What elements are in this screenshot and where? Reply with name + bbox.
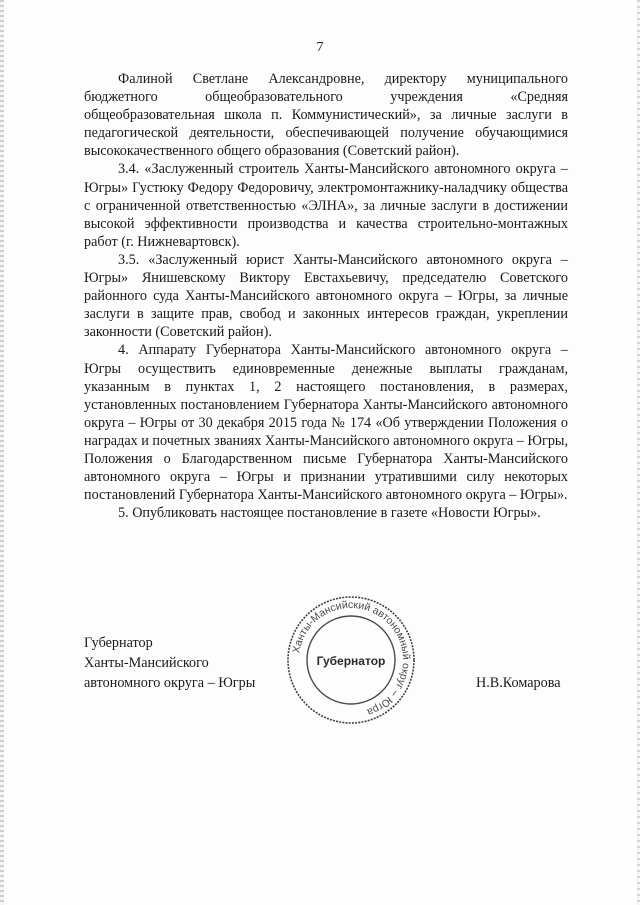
page-number: 7 — [316, 40, 324, 55]
paragraph-4: 4. Аппарату Губернатора Ханты-Мансийского автономного округа – Югры осуществить единовременные денежные выплаты гражданам, указанным в пунктах 1, 2 настоящего постановления, в размерах, установленных постановлением Губернатора Ханты-Мансийского автономного округа – Югры от 30 декабря 2015 года № 174 «Об утверждении Положения о наградах и почетных званиях Ханты-Мансийского автономного округа – Югры, Положения о Благодарственном письме Губернатора Ханты-Мансийского автономного округа – Югры и признании утратившими силу некоторых постановлений Губернатора Ханты-Мансийского автономного округа – Югры». — [84, 342, 568, 504]
scan-edge-left — [0, 0, 4, 905]
signature-title-line-2: Ханты-Мансийского — [84, 655, 209, 671]
signature-title-line-1: Губернатор — [84, 635, 153, 651]
signature-title-line-3: автономного округа – Югры — [84, 675, 256, 691]
paragraph-5: 5. Опубликовать настоящее постановление в газете «Новости Югры». — [118, 505, 541, 522]
signature-title — [84, 633, 255, 693]
paragraph-3-5: 3.5. «Заслуженный юрист Ханты-Мансийского автономного округа – Югры» Янишевскому Виктору Евстахьевичу, председателю Советского районного суда Ханты-Мансийского автономного округа – Югры, за личные заслуги в защите прав, свобод и законных интересов граждан, укреплении законности (Советский район). — [84, 251, 568, 341]
seal-ring-text: Ханты-Мансийский автономный округ – Югра — [290, 598, 413, 719]
paragraph-falina: Фалиной Светлане Александровне, директору муниципального бюджетного общеобразовательного учреждения «Средняя общеобразовательная школа п. Коммунистический», за личные заслуги в педагогической деятельности, обеспечивающей получение обучающимися высококачественного общего образования (Советский район). — [84, 71, 568, 160]
document-body — [84, 70, 568, 522]
official-seal — [285, 594, 417, 726]
signatory-name: Н.В.Комарова — [476, 675, 561, 691]
paragraph-3-4: 3.4. «Заслуженный строитель Ханты-Мансийского автономного округа – Югры» Густюку Федору Федоровичу, электромонтажнику-наладчику общества с ограниченной ответственностью «ЭЛНА», за личные заслуги в достижении высокой эффективности производства и качества строительно-монтажных работ (г. Нижневартовск). — [84, 161, 568, 250]
seal-center-text: Губернатор — [316, 654, 386, 668]
